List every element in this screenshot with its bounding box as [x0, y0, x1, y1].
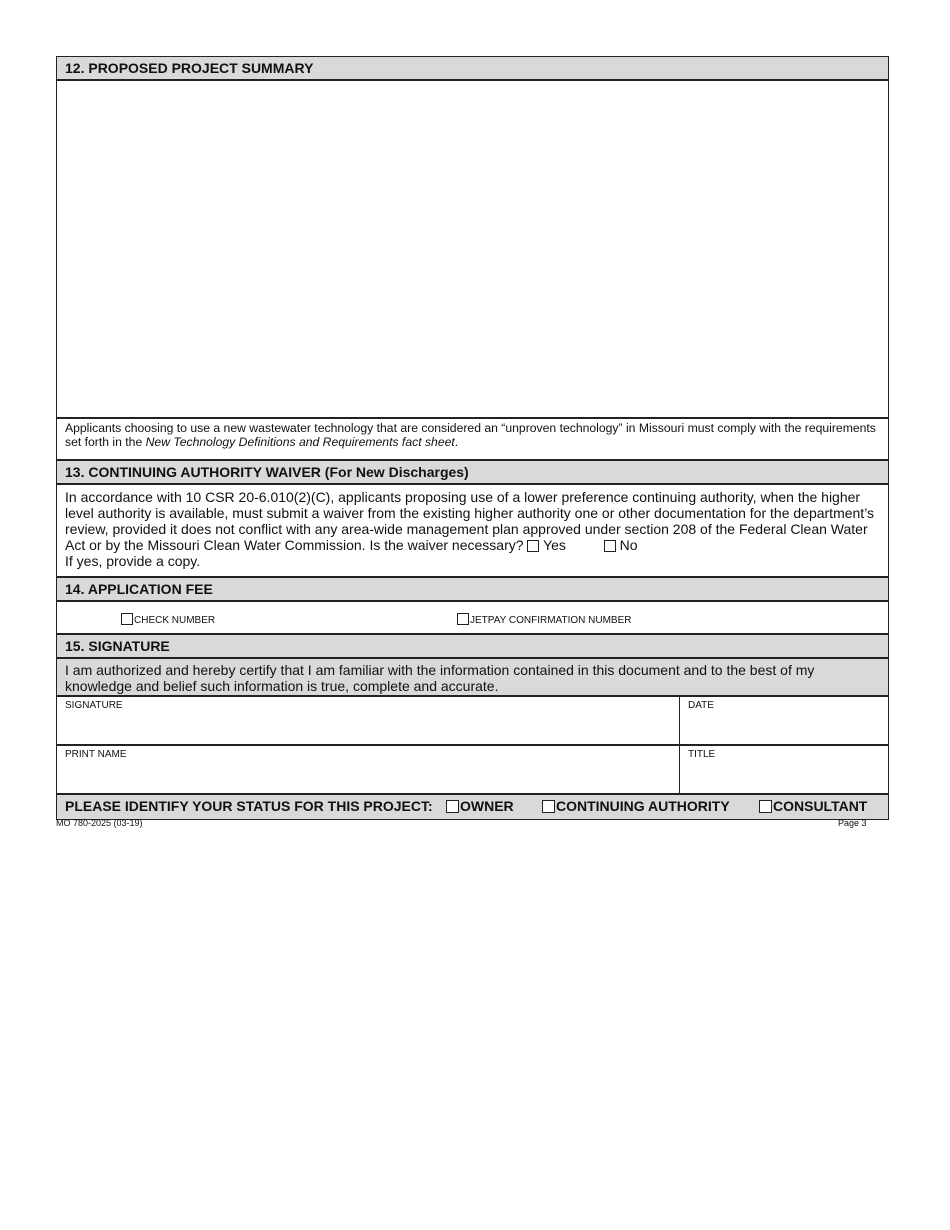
- waiver-no-checkbox[interactable]: [604, 540, 616, 552]
- print-name-field[interactable]: [57, 746, 680, 793]
- signature-label: SIGNATURE: [65, 700, 123, 711]
- jetpay-option[interactable]: [457, 613, 632, 626]
- date-field[interactable]: [680, 697, 888, 744]
- signature-row: [57, 697, 888, 746]
- consultant-label: CONSULTANT: [773, 798, 868, 814]
- print-name-label: PRINT NAME: [65, 749, 127, 760]
- date-label: DATE: [688, 700, 714, 711]
- owner-checkbox[interactable]: [446, 800, 459, 813]
- waiver-body: In accordance with 10 CSR 20-6.010(2)(C), applicants proposing use of a lower preference continuing authority, when the higher level authority is available, must submit a waiver from the existing higher authority one or other documentation for the department’s review, provided it does not conflict with any area-wide management plan approved under section 208 of the Federal Clean Water Act or by the Missouri Clean Water Commission. Is the waiver necessary?: [65, 489, 875, 553]
- note-text: Applicants choosing to use a new wastewater technology that are considered an “unproven technology” in Missouri must comply with the requirements set forth in the: [65, 421, 876, 449]
- waiver-yes-label: Yes: [543, 537, 566, 553]
- note-end: .: [454, 435, 459, 449]
- section-13-heading: 13. CONTINUING AUTHORITY WAIVER (For New Discharges): [57, 459, 888, 485]
- continuing-authority-option[interactable]: [542, 798, 730, 814]
- section-15-heading: 15. SIGNATURE: [57, 635, 888, 659]
- owner-option[interactable]: [446, 798, 514, 814]
- unproven-technology-note: [57, 419, 888, 459]
- check-number-label: CHECK NUMBER: [134, 615, 216, 626]
- section-14-heading: 14. APPLICATION FEE: [57, 576, 888, 602]
- check-number-checkbox[interactable]: [121, 613, 133, 625]
- jetpay-label: JETPAY CONFIRMATION NUMBER: [470, 615, 632, 626]
- waiver-follow-up: If yes, provide a copy.: [65, 553, 201, 569]
- status-prompt: PLEASE IDENTIFY YOUR STATUS FOR THIS PROJECT:: [65, 798, 433, 814]
- form-number: MO 780-2025 (03-19): [56, 818, 143, 828]
- certification-statement: I am authorized and hereby certify that I am familiar with the information contained in this document and to the best of my knowledge and belief such information is true, complete and accurate.: [57, 659, 888, 697]
- status-row: [57, 795, 888, 819]
- check-number-option[interactable]: [121, 613, 215, 626]
- fact-sheet-reference: New Technology Definitions and Requirements fact sheet: [145, 435, 455, 449]
- project-summary-textarea[interactable]: [57, 81, 888, 419]
- continuing-authority-label: CONTINUING AUTHORITY: [556, 798, 730, 814]
- title-field[interactable]: [680, 746, 888, 793]
- section-12-heading: 12. PROPOSED PROJECT SUMMARY: [57, 57, 888, 81]
- waiver-text: [57, 485, 888, 576]
- title-label: TITLE: [688, 749, 716, 760]
- consultant-checkbox[interactable]: [759, 800, 772, 813]
- waiver-yes-checkbox[interactable]: [527, 540, 539, 552]
- signature-field[interactable]: [57, 697, 680, 744]
- name-row: [57, 746, 888, 795]
- fee-options-row: [57, 602, 888, 635]
- owner-label: OWNER: [460, 798, 514, 814]
- continuing-authority-checkbox[interactable]: [542, 800, 555, 813]
- consultant-option[interactable]: [759, 798, 867, 814]
- jetpay-checkbox[interactable]: [457, 613, 469, 625]
- waiver-no-label: No: [619, 537, 638, 553]
- application-form: [56, 56, 889, 820]
- page-number: Page 3: [838, 818, 867, 828]
